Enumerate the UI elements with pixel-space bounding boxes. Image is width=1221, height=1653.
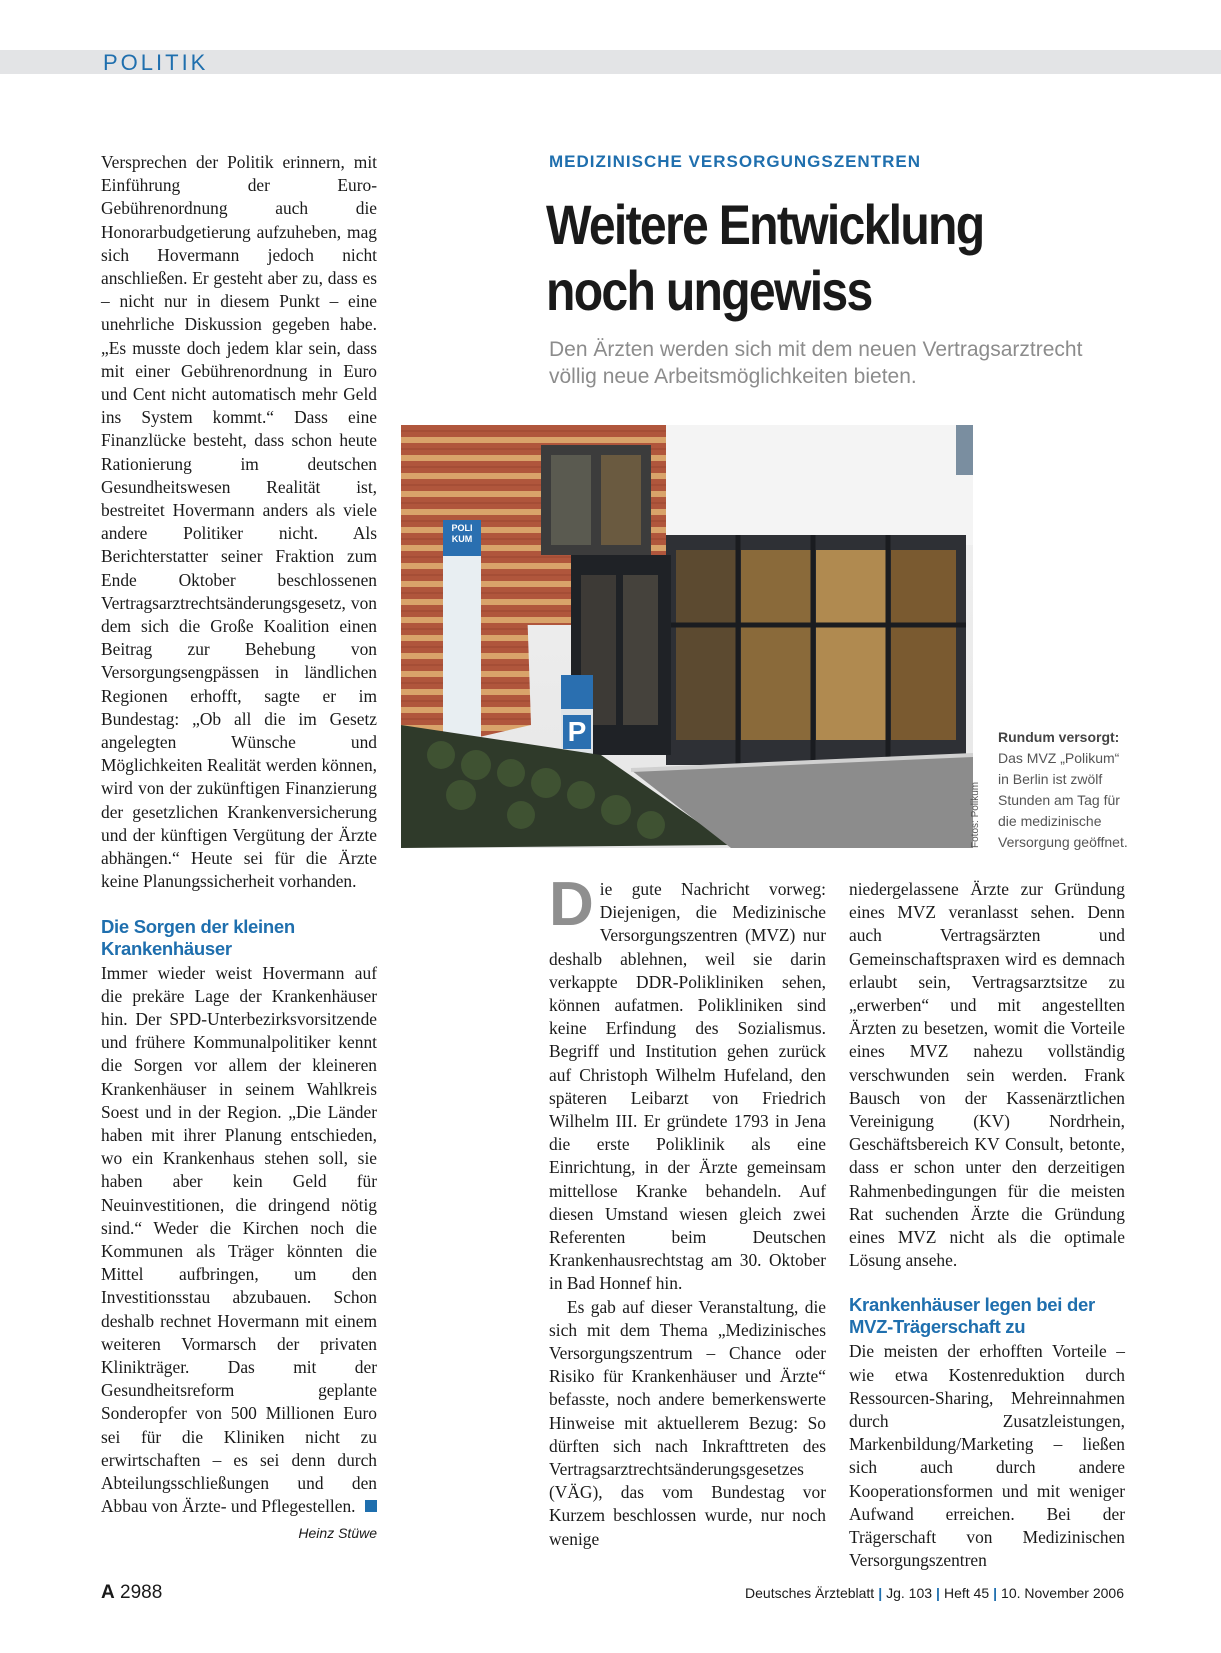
journal-name: Deutsches Ärzteblatt xyxy=(745,1585,875,1601)
article-end-square-icon xyxy=(365,1500,377,1512)
photo-caption-text: Das MVZ „Polikum“ in Berlin ist zwölf Stunden am Tag für die medizinische Versorgung geöffnet. xyxy=(998,750,1128,850)
left-paragraph-2 xyxy=(101,962,377,1519)
journal-issue: Heft 45 xyxy=(943,1585,990,1601)
middle-paragraph-2: Es gab auf dieser Veranstaltung, die sich mit dem Thema „Medizinisches Versorgungszentrum – Chance oder Risiko für Krankenhäuser und Ärzte“ befasste, noch andere bemerkenswerte Hinweise mit aktuellerem Bezug: So dürften sich nach Inkrafttreten des Vertragsarztrechtsänderungsgesetzes (VÄG), das vom Bundestag vor Kurzem beschlossen wurde, nur noch wenige xyxy=(549,1296,826,1549)
left-paragraph-2-text: Immer wieder weist Hovermann auf die prekäre Lage der Krankenhäuser hin. Der SPD-Unterbezirksvorsitzende und frühere Kommunalpolitiker kennt die Sorgen vor allem der kleineren Krankenhäuser in seinem Wahlkreis Soest und in der Region. „Die Länder haben mit ihrer Planung entschieden, wo ein Krankenhaus stehen soll, sie haben aber kein Geld für Neuinvestitionen, die dringend nötig sind.“ Weder die Kirchen noch die Kommunen als Träger könnten die Mittel aufbringen, um den Investitionsstau abzubauen. Schon deshalb rechnet Hovermann mit einem weiteren Vormarsch der privaten Klinikträger. Das mit der Gesundheitsreform geplante Sonderopfer von 500 Millionen Euro sei für die Kliniken nicht zu erwirtschaften – es sei denn durch Abteilungsschließungen und den Abbau von Ärzte- und Pflegestellen. xyxy=(101,962,377,1517)
article-headline: Weitere Entwicklung noch ungewiss xyxy=(546,193,984,322)
photo-caption xyxy=(998,727,1133,853)
journal-date: 10. November 2006 xyxy=(1001,1585,1124,1601)
journal-footer: Deutsches Ärzteblatt | Jg. 103 | Heft 45 | 10. November 2006 xyxy=(745,1585,1124,1601)
author-byline: Heinz Stüwe xyxy=(298,1525,377,1542)
middle-paragraph-1-text: ie gute Nachricht vorweg: Diejenigen, die Medizinische Versorgungszentren (MVZ) nur deshalb ablehnen, weil sie darin verkappte DDR-Polikliniken sehen, können aufatmen. Polikliniken sind keine Erfindung des Sozialismus. Begriff und Institution gehen zurück auf Christoph Wilhelm Hufeland, den späteren Leibarzt von Friedrich Wilhelm III. Er gründete 1793 in Jena die erste Poliklinik als eine Einrichtung, in der Ärzte gemeinsam mittellose Kranke behandeln. Auf diesen Umstand wiesen gleich zwei Referenten beim Deutschen Krankenhausrechtstag am 30. Oktober in Bad Honnef hin. xyxy=(549,879,826,1294)
photo-sign-label: POLI KUM xyxy=(451,523,473,544)
right-paragraph-2: Die meisten der erhofften Vorteile – wie etwa Kostenreduktion durch Ressourcen-Sharing, Mehreinnahmen durch Zusatzleistungen, Markenbildung/Marketing – ließen sich auch durch andere Kooperationsformen und mit weniger Aufwand erreichen. Bei der Trägerschaft von Medizinischen Versorgungszentren xyxy=(849,1341,1125,1571)
photo-caption-title: Rundum versorgt: xyxy=(998,729,1120,745)
article-teaser: Den Ärzten werden sich mit dem neuen Vertragsarztrecht völlig neue Arbeitsmöglichkeiten bieten. xyxy=(549,338,1083,388)
article-kicker: MEDIZINISCHE VERSORGUNGSZENTREN xyxy=(549,152,921,171)
drop-cap: D xyxy=(549,870,594,939)
page-number-value: 2988 xyxy=(120,1582,163,1603)
middle-paragraph-1 xyxy=(549,870,826,1296)
left-subheading: Die Sorgen der kleinen Krankenhäuser xyxy=(101,915,295,959)
page-prefix: A xyxy=(101,1582,115,1603)
left-paragraph-1: Versprechen der Politik erinnern, mit Einführung der Euro-Gebührenordnung auch die Honorarbudgetierung aufzuheben, mag sich Hovermann jedoch nicht anschließen. Er gesteht aber zu, dass es – nicht nur in diesem Punkt – eine unehrliche Diskussion gegeben habe. „Es musste doch jedem klar sein, dass mit einer Gebührenordnung in Euro und Cent nicht automatisch mehr Geld ins System kommt.“ Dass eine Finanzlücke besteht, dass schon heute Rationierung im deutschen Gesundheitswesen Realität ist, bestreitet Hovermann anders als viele andere Politiker nicht. Als Berichterstatter seiner Fraktion zum Ende Oktober beschlossenen Vertragsarztrechtsänderungsgesetz, von dem sich die Große Koalition einen Beitrag zur Behebung von Versorgungsengpässen in ländlichen Regionen erhofft, sagte er im Bundestag: „Ob all die im Gesetz angelegten Wünsche und Möglichkeiten Realität werden können, wird von der zukünftigen Finanzierung der gesetzlichen Krankenversicherung und der künftigen Vergütung der Ärzte abhängen.“ Heute sei für die Ärzte keine Planungssicherheit vorhanden. xyxy=(101,152,377,892)
parking-sign-icon: P xyxy=(567,716,587,747)
building-photo xyxy=(401,425,973,848)
section-label: POLITIK xyxy=(103,50,209,75)
right-subheading: Krankenhäuser legen bei der MVZ-Trägerschaft zu xyxy=(849,1294,1095,1338)
middle-column xyxy=(549,870,826,1551)
page-number xyxy=(101,1582,162,1604)
polikum-building-illustration xyxy=(401,425,973,848)
journal-volume: Jg. 103 xyxy=(886,1585,933,1601)
right-paragraph-1: niedergelassene Ärzte zur Gründung eines MVZ veranlasst sehen. Denn auch Vertragsärzten und Gemeinschaftspraxen wird es demnach erlaubt sein, Vertragsarztsitze zu „erwerben“ und mit angestellten Ärzten zu besetzen, womit die Vorteile eines MVZ nahezu vollständig verschwunden sein werden. Frank Bausch von der Kassenärztlichen Vereinigung (KV) Nordrhein, Geschäftsbereich KV Consult, betonte, dass er schon unter den derzeitigen Rahmenbedingungen für die meisten Rat suchenden Ärzte die Gründung eines MVZ nicht als die optimale Lösung ansehe. xyxy=(849,879,1125,1271)
left-column xyxy=(101,151,377,1546)
right-column xyxy=(849,878,1125,1572)
photo-credit: Fotos: Polikum xyxy=(970,781,981,848)
